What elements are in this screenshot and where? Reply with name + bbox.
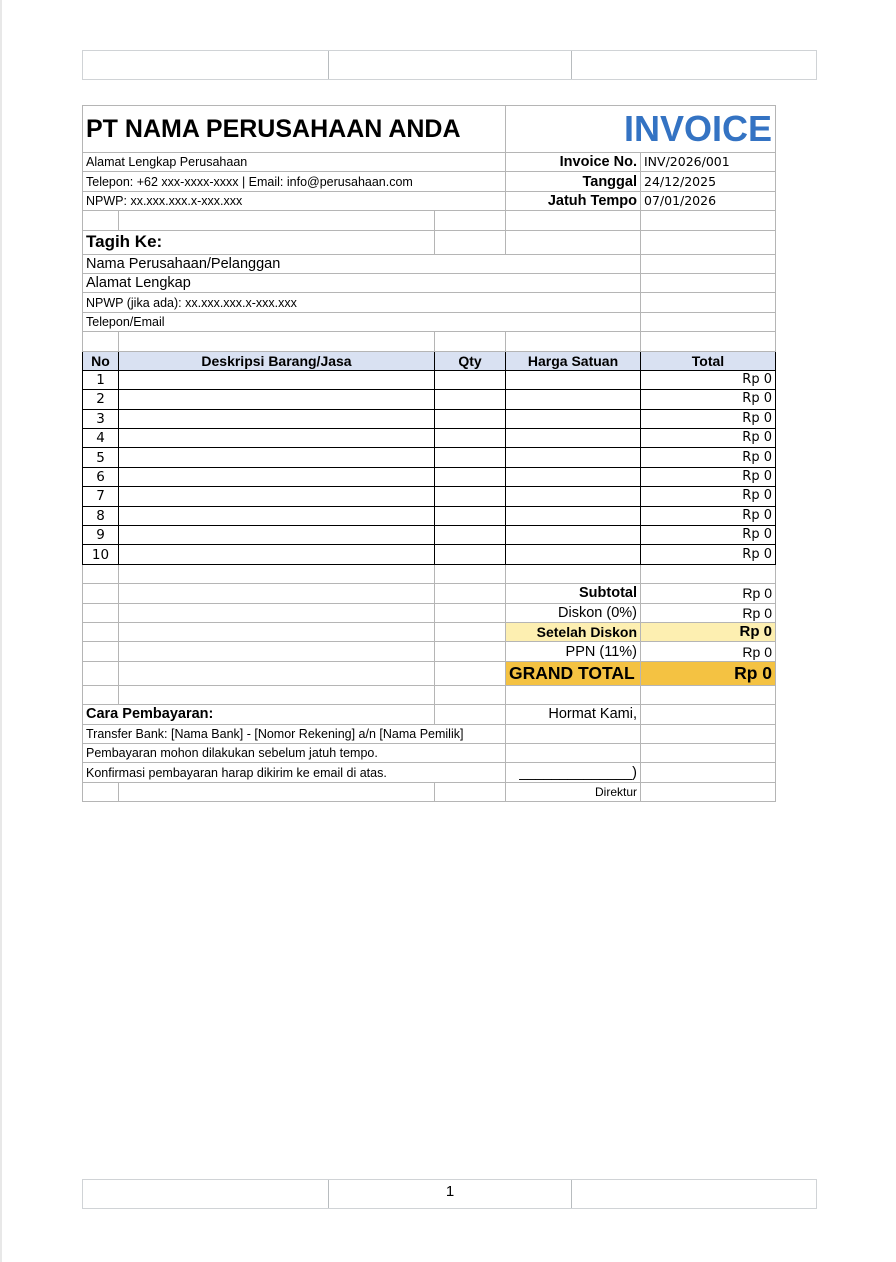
item-price[interactable]: [506, 370, 641, 389]
invoice-no-label: Invoice No.: [506, 153, 641, 172]
item-no: 4: [83, 429, 119, 448]
item-price[interactable]: [506, 506, 641, 525]
col-no: No: [83, 351, 119, 370]
item-total: Rp 0: [641, 390, 776, 409]
item-no: 9: [83, 526, 119, 545]
spacer-row: [83, 332, 776, 351]
discount-value: Rp 0: [641, 603, 776, 622]
date-label: Tanggal: [506, 172, 641, 191]
item-total: Rp 0: [641, 429, 776, 448]
footer-left[interactable]: [83, 1180, 329, 1208]
col-total: Total: [641, 351, 776, 370]
payment-note-due: Pembayaran mohon dilakukan sebelum jatuh tempo.: [83, 743, 506, 762]
item-desc[interactable]: [119, 409, 435, 428]
page-header[interactable]: [82, 50, 817, 80]
item-total: Rp 0: [641, 467, 776, 486]
payment-note-confirm: Konfirmasi pembayaran harap dikirim ke email di atas.: [83, 763, 506, 782]
item-qty[interactable]: [435, 526, 506, 545]
footer-right[interactable]: [572, 1180, 818, 1208]
item-qty[interactable]: [435, 409, 506, 428]
header-right[interactable]: [572, 51, 818, 79]
spacer-row: [83, 564, 776, 583]
subtotal-value: Rp 0: [641, 584, 776, 603]
page-number[interactable]: 1: [329, 1180, 572, 1208]
invoice-no-value: INV/2026/001: [641, 153, 776, 172]
item-qty[interactable]: [435, 370, 506, 389]
bill-to-address: Alamat Lengkap: [83, 273, 641, 292]
table-row[interactable]: [83, 409, 776, 428]
due-date-label: Jatuh Tempo: [506, 191, 641, 210]
item-no: 6: [83, 467, 119, 486]
item-desc[interactable]: [119, 487, 435, 506]
after-discount-label: Setelah Diskon: [506, 622, 641, 641]
item-price[interactable]: [506, 545, 641, 564]
tax-label: PPN (11%): [506, 642, 641, 661]
item-desc[interactable]: [119, 545, 435, 564]
table-row[interactable]: [83, 390, 776, 409]
item-no: 8: [83, 506, 119, 525]
item-no: 3: [83, 409, 119, 428]
signature-greeting: Hormat Kami,: [506, 705, 641, 724]
item-qty[interactable]: [435, 487, 506, 506]
item-total: Rp 0: [641, 448, 776, 467]
company-npwp: NPWP: xx.xxx.xxx.x-xxx.xxx: [83, 191, 506, 210]
item-desc[interactable]: [119, 448, 435, 467]
item-price[interactable]: [506, 409, 641, 428]
header-left[interactable]: [83, 51, 329, 79]
item-no: 1: [83, 370, 119, 389]
item-desc[interactable]: [119, 429, 435, 448]
grand-total-label: GRAND TOTAL: [506, 661, 641, 685]
table-row[interactable]: [83, 545, 776, 564]
item-total: Rp 0: [641, 409, 776, 428]
payment-heading: Cara Pembayaran:: [83, 705, 435, 724]
item-no: 2: [83, 390, 119, 409]
spacer-row: [83, 211, 776, 230]
item-desc[interactable]: [119, 370, 435, 389]
items-table: [83, 351, 776, 564]
header-center[interactable]: [329, 51, 572, 79]
item-total: Rp 0: [641, 506, 776, 525]
item-total: Rp 0: [641, 487, 776, 506]
table-row[interactable]: [83, 448, 776, 467]
item-price[interactable]: [506, 487, 641, 506]
col-qty: Qty: [435, 351, 506, 370]
bill-to-name: Nama Perusahaan/Pelanggan: [83, 254, 641, 273]
item-no: 5: [83, 448, 119, 467]
item-price[interactable]: [506, 390, 641, 409]
discount-label: Diskon (0%): [506, 603, 641, 622]
item-total: Rp 0: [641, 545, 776, 564]
item-price[interactable]: [506, 467, 641, 486]
signature-line: ______________): [506, 763, 641, 782]
due-date-value: 07/01/2026: [641, 191, 776, 210]
invoice-title: INVOICE: [506, 106, 776, 153]
item-desc[interactable]: [119, 467, 435, 486]
company-contact: Telepon: +62 xxx-xxxx-xxxx | Email: info@perusahaan.com: [83, 172, 506, 191]
item-qty[interactable]: [435, 429, 506, 448]
bill-to-heading: Tagih Ke:: [83, 230, 435, 254]
signature-title: Direktur: [506, 782, 641, 801]
item-qty[interactable]: [435, 467, 506, 486]
invoice-table: [82, 105, 776, 802]
bill-to-npwp: NPWP (jika ada): xx.xxx.xxx.x-xxx.xxx: [83, 293, 641, 312]
spacer-row: [83, 685, 776, 704]
date-value: 24/12/2025: [641, 172, 776, 191]
grand-total-value: Rp 0: [641, 661, 776, 685]
tax-value: Rp 0: [641, 642, 776, 661]
col-description: Deskripsi Barang/Jasa: [119, 351, 435, 370]
item-desc[interactable]: [119, 526, 435, 545]
item-desc[interactable]: [119, 390, 435, 409]
item-no: 10: [83, 545, 119, 564]
subtotal-label: Subtotal: [506, 584, 641, 603]
bill-to-contact: Telepon/Email: [83, 312, 641, 331]
table-row[interactable]: [83, 467, 776, 486]
table-row[interactable]: [83, 370, 776, 389]
company-address: Alamat Lengkap Perusahaan: [83, 153, 506, 172]
item-price[interactable]: [506, 526, 641, 545]
page-footer[interactable]: [82, 1179, 817, 1209]
item-qty[interactable]: [435, 448, 506, 467]
item-price[interactable]: [506, 429, 641, 448]
item-price[interactable]: [506, 448, 641, 467]
table-row[interactable]: [83, 487, 776, 506]
after-discount-value: Rp 0: [641, 622, 776, 641]
payment-bank: Transfer Bank: [Nama Bank] - [Nomor Rekening] a/n [Nama Pemilik]: [83, 724, 506, 743]
item-qty[interactable]: [435, 390, 506, 409]
table-row[interactable]: [83, 429, 776, 448]
item-qty[interactable]: [435, 545, 506, 564]
item-total: Rp 0: [641, 370, 776, 389]
company-name: PT NAMA PERUSAHAAN ANDA: [83, 106, 506, 153]
item-total: Rp 0: [641, 526, 776, 545]
col-unit-price: Harga Satuan: [506, 351, 641, 370]
invoice-sheet: [82, 105, 776, 802]
item-no: 7: [83, 487, 119, 506]
items-header-row: [83, 351, 776, 370]
item-desc[interactable]: [119, 506, 435, 525]
item-qty[interactable]: [435, 506, 506, 525]
page-edge: [0, 0, 2, 1262]
table-row[interactable]: [83, 526, 776, 545]
table-row[interactable]: [83, 506, 776, 525]
